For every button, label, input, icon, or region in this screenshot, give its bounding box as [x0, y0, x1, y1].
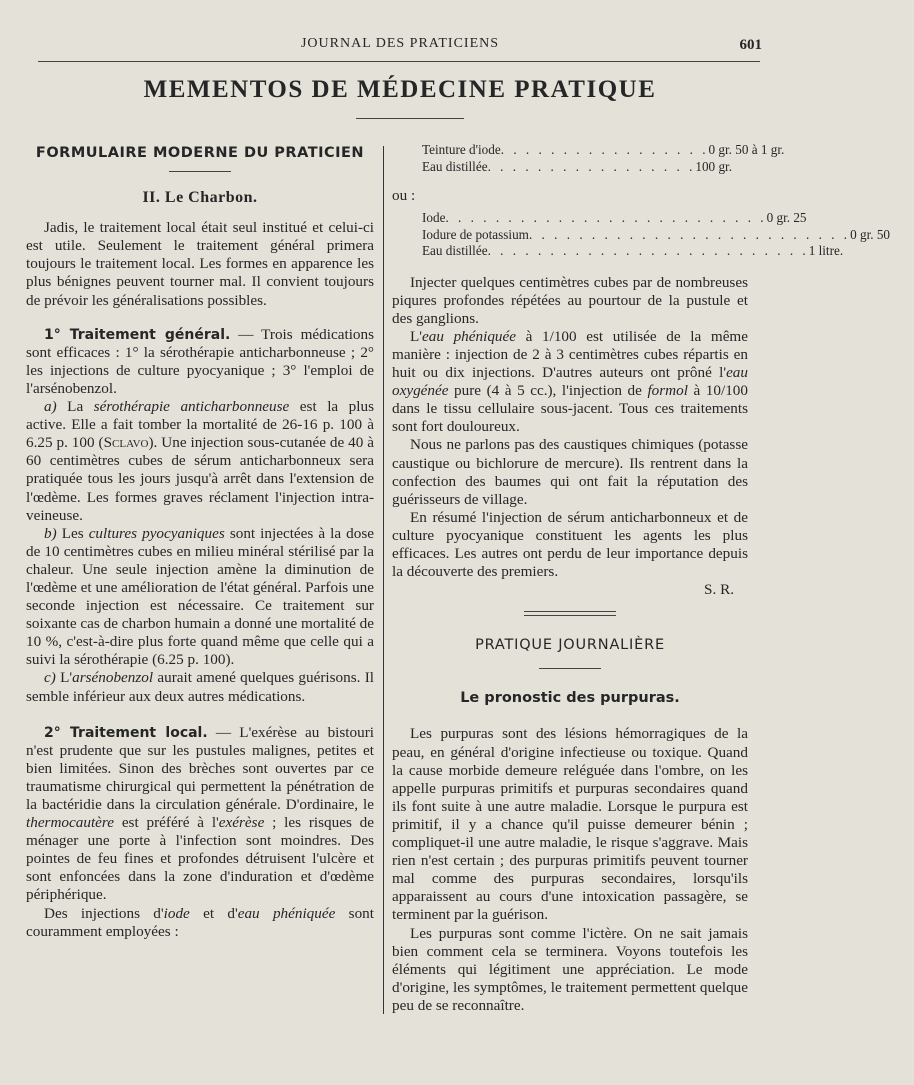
term-serotherapie: sérothérapie anticharbonneuse	[93, 398, 290, 416]
recipe-row	[422, 158, 732, 176]
general-treatment-paragraph	[26, 326, 374, 398]
purpura-paragraph-1: Les purpuras sont des lésions hémorragiques de la peau, en général d'origine infectieuse ou toxique. Quand la cause morbide demeure reléguée dans l'ombre, on les appelle purpuras primitifs et purpuras secondaires quand ils font suite à une autre maladie. Lorsque le purpura est primitif, il y a chance qu'il puisse demeurer bénin ; compliquet-il une autre maladie, le risque s'aggrave. Mais rien n'est certain ; des purpuras primitifs peuvent tourner mal comme des purpuras secondaires, lorsqu'ils apparaissent au cours d'une intoxication passagère, se terminent par la guérison.	[392, 725, 748, 924]
text: L'	[55, 669, 73, 687]
page-number: 601	[739, 37, 762, 53]
text: sont injectées à la dose de 10 centimètres cubes en milieu minéral stérilisé par la chaleur. Une seule injection amène la diminution de l'œdème et une amélioration de l'état général. Parfois une seconde injection est nécessaire. Ce traitement sur soixante cas de charbon humain a donné une mortalité de 10 %, c'est-à-dire plus forte quand même que celle qui a suivi la sérothérapie (6.25 p. 100).	[26, 524, 374, 669]
text: et d'	[189, 904, 238, 922]
text: aurait amené quelques guérisons. Il semble inférieur aux deux autres médications.	[26, 669, 374, 705]
general-treatment-heading: 1° Traitement général.	[44, 326, 231, 343]
term-formol: formol	[647, 382, 688, 400]
quantity: 0 gr. 25	[766, 210, 807, 226]
text: est la plus active. Elle a fait tomber la mortalité de 26-16 p. 100 à 6.25 p. 100 (	[26, 398, 374, 452]
caustics-paragraph: Nous ne parlons pas des caustiques chimiques (potasse caustique ou bichlorure de mercure). Ils rentrent dans la confection des baumes qui ont fait la réputation des guérisseurs de village.	[392, 436, 748, 508]
journal-title: JOURNAL DES PRATICIENS	[300, 36, 500, 51]
recipe-row	[422, 243, 844, 260]
leader-dots: . . . . . . . . . . . . . . . . . . . . . . . . . .	[445, 210, 767, 226]
quantity: 0 gr. 50	[850, 226, 891, 242]
ingredient: Iodure de potassium	[422, 226, 529, 242]
term-eau-pheniquee: eau phéniquée	[237, 904, 336, 922]
double-rule	[524, 611, 616, 616]
header-rule	[38, 61, 760, 62]
injections-paragraph	[26, 905, 374, 941]
paragraph-b	[26, 525, 374, 670]
paragraph-c	[26, 669, 374, 705]
title-rule	[356, 118, 464, 119]
text: sont couramment employées :	[26, 904, 374, 940]
term-arsenobenzol: arsénobenzol	[72, 669, 154, 687]
local-treatment-paragraph	[26, 724, 374, 905]
phenic-paragraph	[392, 328, 748, 437]
recipe-row	[422, 142, 785, 159]
term-cultures: cultures pyocyaniques	[88, 524, 225, 542]
term-iode: iode	[163, 904, 190, 922]
recipe-row	[422, 210, 807, 227]
column-divider	[383, 146, 384, 1014]
author-sclavo: Sclavo	[103, 434, 149, 452]
intro-paragraph: Jadis, le traitement local était seul institué et celui-ci est utile. Seulement le traitement général primera toujours le traitement local. Les formes en apparence les plus bénignes peuvent tourner mal. Il convient toujours de prévoir les généralisations possibles.	[26, 219, 374, 309]
leader-dots: . . . . . . . . . . . . . . . . . . . . . . . . . .	[528, 226, 851, 242]
text: ). Une injection sous-cutanée de 40 à 60 centimètres cubes de sérum anticharbonneux sera pratiquée tous les jours jusqu'à arrêt dans l'extension de l'œdème. Les formes graves réclament l'injection intra-veineuse.	[26, 434, 375, 524]
quantity: 1 litre.	[808, 243, 844, 259]
or-label: ou :	[392, 187, 416, 204]
text: à 1/100 est utilisée de la même manière : injection de 2 à 3 centimètres cubes répartis en huit ou dix injections. D'autres auteurs ont prôné l'	[392, 327, 748, 382]
section-title-pratique: PRATIQUE JOURNALIÈRE	[475, 637, 665, 654]
general-treatment-text: — Trois médications sont efficaces : 1° la sérothérapie anticharbonneuse ; 2° les injections de culture pyocyanique ; 3° l'emploi de l'arsénobenzol.	[26, 325, 375, 397]
text: Des injections d'	[44, 904, 164, 922]
text: est préféré à l'	[114, 814, 219, 832]
local-treatment-heading: 2° Traitement local.	[44, 724, 208, 741]
paragraph-a	[26, 398, 374, 525]
term-eau-pheniquee: eau phéniquée	[422, 327, 516, 345]
label-b: b)	[44, 524, 57, 542]
recipe-row	[422, 226, 891, 244]
term-eau-oxygenee: eau oxygénée	[392, 364, 748, 400]
injection-paragraph: Injecter quelques centimètres cubes par de nombreuses piqures profondes répétées au pourtour de la pustule et des ganglions.	[392, 273, 748, 327]
ingredient: Iode	[422, 210, 446, 226]
text: Les	[56, 524, 89, 542]
ingredient: Eau distillée	[422, 243, 488, 259]
left-column	[26, 140, 374, 941]
text: ; les risques de ménager une porte à l'infection sont moindres. Des pointes de feu fines et profondes détruisent l'ulcère et sont enfoncées dans la zone d'induration et d'œdème périphérique.	[26, 814, 374, 904]
recipe-2	[392, 210, 891, 260]
purpura-paragraph-2: Les purpuras sont comme l'ictère. On ne sait jamais bien comment cela se terminera. Voyons toutefois les éléments qui légitiment une appréciation. Le mode d'origine, les symptômes, le traitement permettent quelque peu de se reconnaître.	[392, 924, 748, 1014]
label-c: c)	[44, 669, 56, 687]
section-rule	[539, 668, 601, 669]
term-exerese: exérèse	[218, 814, 265, 832]
section-rule	[169, 171, 231, 172]
text: La	[56, 398, 94, 416]
recipe-1	[392, 142, 785, 175]
leader-dots: . . . . . . . . . . . . . . . . .	[500, 142, 709, 157]
quantity: 0 gr. 50 à 1 gr.	[708, 142, 785, 157]
ingredient: Eau distillée	[422, 158, 488, 174]
text: — L'exérèse au bistouri n'est prudente que sur les pustules malignes, petites et bien limitées. Sinon des brèches sont ouvertes par ce traumatisme chirurgical qui permettent la pénétration de la bactéridie dans la circulation générale. D'ordinaire, le	[26, 723, 374, 813]
article-title: Le pronostic des purpuras.	[460, 690, 680, 707]
label-a: a)	[44, 398, 57, 416]
quantity: 100 gr.	[695, 158, 732, 174]
leader-dots: . . . . . . . . . . . . . . . . . . . . . . . . . .	[487, 243, 809, 259]
summary-paragraph: En résumé l'injection de sérum anticharbonneux et de culture pyocyanique constituent les agents les plus efficaces. Les autres ont perdu de leur importance depuis la découverte des premiers.	[392, 508, 748, 581]
leader-dots: . . . . . . . . . . . . . . . . .	[487, 158, 696, 174]
subsection-title: II. Le Charbon.	[142, 189, 258, 207]
text: pure (4 à 5 cc.), l'injection de	[448, 382, 648, 400]
term-thermocautere: thermocautère	[26, 814, 115, 832]
text: à 10/100 dans le tissu cellulaire sous-jacent. Tous ces traitements sont fort douloureux.	[392, 382, 748, 436]
right-column	[392, 142, 891, 1015]
text: L'	[410, 327, 423, 345]
main-title: MEMENTOS DE MÉDECINE PRATIQUE	[143, 76, 657, 103]
signature: S. R.	[704, 581, 734, 599]
section-title-formulaire: FORMULAIRE MODERNE DU PRATICIEN	[35, 145, 365, 161]
ingredient: Teinture d'iode	[422, 142, 501, 157]
